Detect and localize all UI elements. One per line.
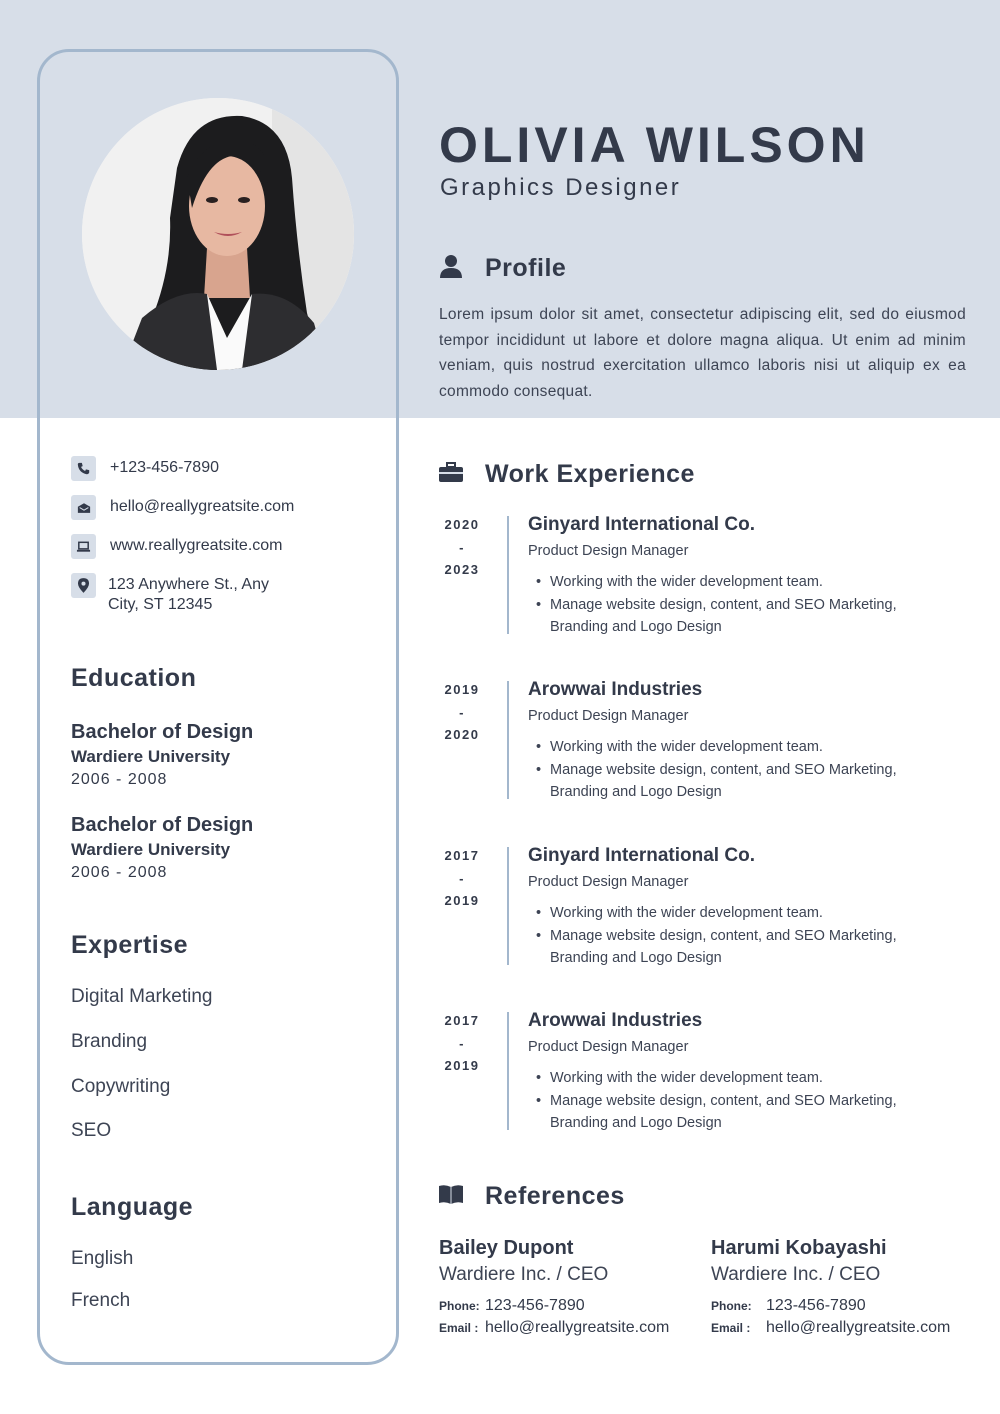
mail-icon [71, 495, 96, 520]
education-item [71, 720, 253, 792]
phone-icon [71, 456, 96, 481]
work-title: Product Design Manager [528, 874, 689, 890]
contact-phone [71, 456, 371, 481]
address-text: 123 Anywhere St., Any City, ST 12345 [108, 576, 269, 613]
contact-list [71, 456, 371, 629]
reference-org: Wardiere Inc. / CEO [711, 1264, 881, 1285]
timeline-divider [507, 847, 509, 965]
website-link[interactable]: www.reallygreatsite.com [110, 537, 283, 554]
work-bullet: • Working with the wider development team. [536, 902, 936, 925]
work-date-separator: - [459, 704, 465, 720]
expertise-heading: Expertise [71, 931, 189, 959]
work-entry [439, 679, 969, 809]
reference-org: Wardiere Inc. / CEO [439, 1264, 609, 1285]
language-heading: Language [71, 1193, 194, 1221]
work-bullet: • Working with the wider development team. [536, 571, 936, 594]
reference-phone-row [711, 1297, 981, 1315]
work-dates [439, 1010, 485, 1078]
work-bullets [536, 902, 936, 970]
reference-email-row [711, 1319, 981, 1337]
reference-email[interactable]: hello@reallygreatsite.com [485, 1319, 670, 1336]
work-bullet: • Manage website design, content, and SEO Marketing, Branding and Logo Design [536, 594, 936, 639]
briefcase-icon [439, 462, 463, 487]
work-dates [439, 845, 485, 913]
work-end-year: 2023 [444, 562, 480, 577]
reference-email-label: Email : [439, 1321, 479, 1335]
references-heading: References [485, 1182, 625, 1210]
timeline-divider [507, 681, 509, 799]
work-entry [439, 1010, 969, 1140]
work-start-year: 2019 [444, 682, 480, 697]
reference-card [711, 1235, 981, 1337]
work-company: Ginyard International Co. [528, 845, 755, 866]
reference-name: Bailey Dupont [439, 1237, 574, 1259]
reference-phone-label: Phone: [439, 1299, 480, 1313]
work-company: Arowwai Industries [528, 1010, 703, 1031]
work-entry [439, 845, 969, 975]
references-section-header [439, 1182, 625, 1211]
book-icon [439, 1184, 463, 1209]
profile-heading: Profile [485, 254, 567, 282]
contact-address [71, 573, 371, 615]
education-degree: Bachelor of Design [71, 721, 254, 743]
work-title: Product Design Manager [528, 1039, 689, 1055]
work-bullets [536, 736, 936, 804]
work-end-year: 2020 [444, 727, 480, 742]
work-title: Product Design Manager [528, 543, 689, 559]
work-dates [439, 514, 485, 582]
expertise-item: Digital Marketing [71, 986, 213, 1007]
reference-phone-label: Phone: [711, 1299, 752, 1313]
phone-text: +123-456-7890 [110, 459, 219, 476]
work-bullet: • Manage website design, content, and SEO Marketing, Branding and Logo Design [536, 1090, 936, 1135]
work-date-separator: - [459, 870, 465, 886]
work-bullet: • Working with the wider development team. [536, 1067, 936, 1090]
work-start-year: 2017 [444, 848, 480, 863]
language-item: French [71, 1290, 131, 1311]
work-bullet: • Working with the wider development team. [536, 736, 936, 759]
work-heading: Work Experience [485, 460, 695, 488]
location-pin-icon [71, 573, 96, 598]
work-company: Arowwai Industries [528, 679, 703, 700]
email-link[interactable]: hello@reallygreatsite.com [110, 498, 295, 515]
timeline-divider [507, 516, 509, 634]
reference-email-row [439, 1319, 709, 1337]
education-years: 2006 - 2008 [71, 864, 168, 881]
education-heading: Education [71, 664, 197, 692]
work-entry [439, 514, 969, 644]
reference-phone: 123-456-7890 [766, 1297, 866, 1314]
education-years: 2006 - 2008 [71, 771, 168, 788]
education-school: Wardiere University [71, 840, 231, 859]
candidate-role: Graphics Designer [440, 174, 682, 201]
candidate-name: OLIVIA WILSON [439, 117, 870, 173]
expertise-item: Copywriting [71, 1076, 171, 1097]
reference-card [439, 1235, 709, 1337]
work-company: Ginyard International Co. [528, 514, 755, 535]
education-degree: Bachelor of Design [71, 814, 254, 836]
work-date-separator: - [459, 1035, 465, 1051]
profile-summary: Lorem ipsum dolor sit amet, consectetur adipiscing elit, sed do eiusmod tempor incididunt ut labore et dolore magna aliqua. Ut enim ad minim veniam, quis nostrud exercitation ullamco laboris nisi ut aliquip ex ea commodo consequat. [439, 306, 966, 400]
work-start-year: 2020 [444, 517, 480, 532]
work-bullet: • Manage website design, content, and SEO Marketing, Branding and Logo Design [536, 925, 936, 970]
reference-email[interactable]: hello@reallygreatsite.com [766, 1319, 951, 1336]
timeline-divider [507, 1012, 509, 1130]
language-item: English [71, 1248, 134, 1269]
work-title: Product Design Manager [528, 708, 689, 724]
education-school: Wardiere University [71, 747, 231, 766]
laptop-icon [71, 534, 96, 559]
work-bullets [536, 1067, 936, 1135]
reference-phone-row [439, 1297, 709, 1315]
reference-name: Harumi Kobayashi [711, 1237, 887, 1259]
expertise-item: SEO [71, 1120, 112, 1141]
person-icon [439, 254, 463, 283]
contact-website [71, 534, 371, 559]
work-end-year: 2019 [444, 1058, 480, 1073]
work-bullet: • Manage website design, content, and SEO Marketing, Branding and Logo Design [536, 759, 936, 804]
work-date-separator: - [459, 539, 465, 555]
reference-phone: 123-456-7890 [485, 1297, 585, 1314]
work-bullets [536, 571, 936, 639]
work-section-header [439, 460, 695, 489]
profile-section-header [439, 254, 566, 283]
work-dates [439, 679, 485, 747]
profile-photo [82, 98, 354, 370]
education-item [71, 813, 253, 885]
work-start-year: 2017 [444, 1013, 480, 1028]
work-end-year: 2019 [444, 893, 480, 908]
expertise-item: Branding [71, 1031, 148, 1052]
contact-email [71, 495, 371, 520]
reference-email-label: Email : [711, 1321, 751, 1335]
